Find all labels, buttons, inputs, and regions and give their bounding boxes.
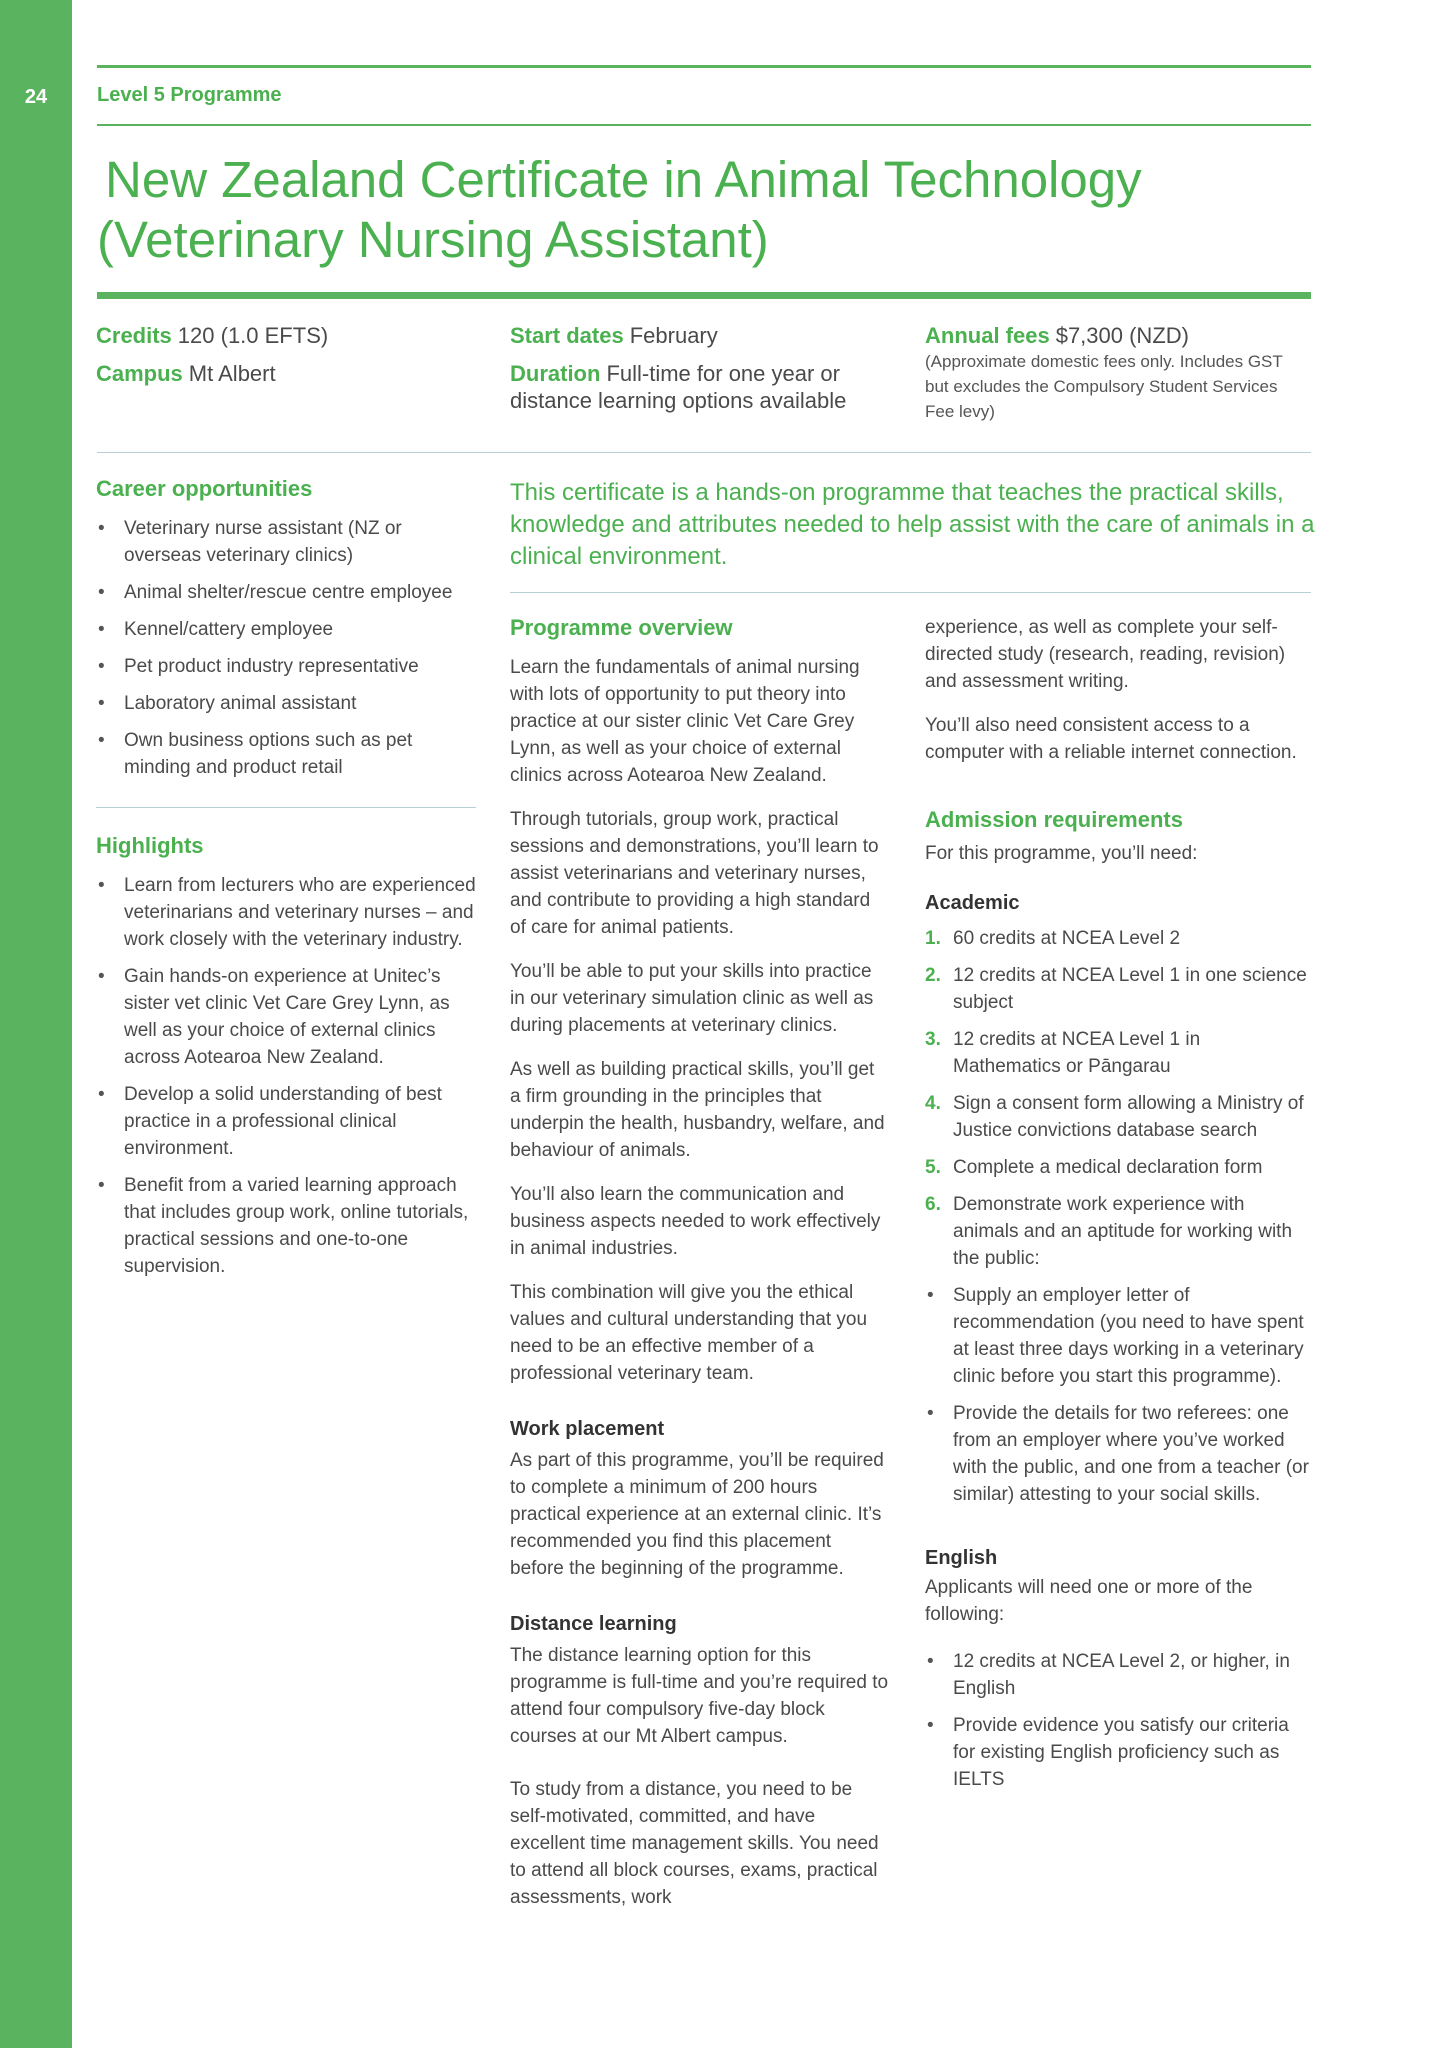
overview-paragraph: Learn the fundamentals of animal nursing with lots of opportunity to put theory into practice at our sister clinic Vet Care Grey Lynn, as well as your choice of external clinics across Aotearoa New Zealand. [510, 657, 860, 786]
english-list [925, 1648, 1313, 1793]
header-rule-top [97, 65, 1311, 68]
list-item [925, 925, 1313, 952]
work-placement-text: As part of this programme, you’ll be required to complete a minimum of 200 hours practical experience at an external clinic. It’s recommended you find this placement before the beginning of the programme. [510, 1450, 884, 1579]
list-item [925, 1026, 1313, 1080]
list-item: • Gain hands-on experience at Unitec’s sister vet clinic Vet Care Grey Lynn, as well as your choice of external clinics across Aotearoa New Zealand. [96, 963, 476, 1071]
list-item: • Learn from lecturers who are experienced veterinarians and veterinary nurses – and work closely with the veterinary industry. [96, 872, 476, 953]
credits [96, 322, 476, 349]
list-item [925, 1191, 1313, 1272]
left-column [96, 475, 476, 1290]
list-number: 4. [925, 1093, 941, 1114]
list-item: • Supply an employer letter of recommendation (you need to have spent at least three days working in a veterinary clinic before you start this programme). [925, 1282, 1313, 1390]
admission-heading: Admission requirements [925, 807, 1183, 832]
list-number: 2. [925, 965, 941, 986]
fees-note: (Approximate domestic fees only. Includes GST but excludes the Compulsory Student Services Fee levy) [925, 352, 1283, 421]
list-item: • Kennel/cattery employee [96, 616, 476, 643]
campus [96, 360, 476, 387]
career-list [96, 515, 476, 781]
campus-label: Campus [96, 361, 183, 386]
academic-sub-list [925, 1282, 1313, 1508]
overview-heading: Programme overview [510, 615, 733, 640]
list-item: • Pet product industry representative [96, 653, 476, 680]
distance-learning-heading: Distance learning [510, 1613, 677, 1635]
title-line-2: (Veterinary Nursing Assistant) [97, 211, 769, 268]
list-item: • Provide the details for two referees: one from an employer where you’ve worked with the public, and one from a teacher (or similar) attesting to your social skills. [925, 1400, 1313, 1508]
meta-fees [925, 322, 1310, 424]
list-item: • Provide evidence you satisfy our criteria for existing English proficiency such as IELTS [925, 1712, 1313, 1793]
academic-heading: Academic [925, 892, 1020, 914]
list-item [925, 1154, 1313, 1181]
access-paragraph: You’ll also need consistent access to a computer with a reliable internet connection. [925, 715, 1297, 763]
intro-statement: This certificate is a hands-on programme that teaches the practical skills, knowledge and attributes needed to help assist with the care of animals in a clinical environment. [510, 479, 1315, 570]
list-text: Complete a medical declaration form [953, 1157, 1263, 1178]
list-text: 60 credits at NCEA Level 2 [953, 928, 1181, 949]
start-value: February [629, 323, 718, 348]
intro-divider [510, 592, 1311, 593]
overview-paragraph: You’ll also learn the communication and business aspects needed to work effectively in animal industries. [510, 1184, 881, 1259]
overview-paragraph: You’ll be able to put your skills into practice in our veterinary simulation clinic as well as during placements at veterinary clinics. [510, 961, 874, 1036]
list-text: 12 credits at NCEA Level 1 in one science subject [953, 965, 1307, 1013]
header-rule-bottom [97, 124, 1311, 126]
work-placement-heading: Work placement [510, 1418, 665, 1440]
programme-level: Level 5 Programme [97, 84, 282, 106]
fees-label: Annual fees [925, 323, 1050, 348]
start-dates [510, 322, 880, 349]
fees-value: $7,300 (NZD) [1055, 323, 1189, 348]
highlights-heading: Highlights [96, 833, 204, 858]
credits-label: Credits [96, 323, 172, 348]
list-item: • Animal shelter/rescue centre employee [96, 579, 476, 606]
campus-value: Mt Albert [188, 361, 276, 386]
meta-divider [97, 452, 1311, 453]
list-text: 12 credits at NCEA Level 1 in Mathematics or Pāngarau [953, 1029, 1201, 1077]
duration [510, 360, 880, 414]
list-item: • Veterinary nurse assistant (NZ or overseas veterinary clinics) [96, 515, 476, 569]
list-item [925, 962, 1313, 1016]
continued-paragraph: experience, as well as complete your self-directed study (research, reading, revision) and assessment writing. [925, 617, 1286, 692]
start-label: Start dates [510, 323, 624, 348]
academic-list [925, 925, 1313, 1272]
list-item: • Laboratory animal assistant [96, 690, 476, 717]
meta-credits-campus [96, 322, 476, 387]
career-heading: Career opportunities [96, 476, 313, 501]
title-rule [97, 292, 1311, 299]
list-item: • Benefit from a varied learning approach that includes group work, online tutorials, practical sessions and one-to-one supervision. [96, 1172, 476, 1280]
list-item: • Develop a solid understanding of best practice in a professional clinical environment. [96, 1081, 476, 1162]
left-divider [96, 807, 476, 808]
list-number: 6. [925, 1194, 941, 1215]
duration-value: Full-time for one year or distance learning options available [510, 361, 847, 413]
page-number: 24 [24, 86, 48, 108]
title-line-1: New Zealand Certificate in Animal Technology [105, 151, 1142, 208]
page-sidebar [0, 0, 72, 2048]
right-column [925, 614, 1313, 1803]
list-text: Sign a consent form allowing a Ministry of Justice convictions database search [953, 1093, 1304, 1141]
list-number: 3. [925, 1029, 941, 1050]
middle-column [510, 614, 890, 1928]
list-text: Demonstrate work experience with animals and an aptitude for working with the public: [953, 1194, 1293, 1269]
list-number: 5. [925, 1157, 941, 1178]
meta-dates-duration [510, 322, 880, 414]
distance-learning-text: The distance learning option for this programme is full-time and you’re required to attend four compulsory five-day block courses at our Mt Albert campus. [510, 1645, 889, 1747]
english-intro: Applicants will need one or more of the following: [925, 1577, 1253, 1625]
list-item [925, 1090, 1313, 1144]
annual-fees [925, 322, 1310, 349]
distance-learning-text-continued: To study from a distance, you need to be self-motivated, committed, and have excellent time management skills. You need to attend all block courses, exams, practical assessments, work [510, 1779, 879, 1908]
highlights-list [96, 872, 476, 1280]
list-item: • 12 credits at NCEA Level 2, or higher, in English [925, 1648, 1313, 1702]
overview-paragraph: As well as building practical skills, you’ll get a firm grounding in the principles that underpin the health, husbandry, welfare, and behaviour of animals. [510, 1059, 885, 1161]
duration-label: Duration [510, 361, 601, 386]
credits-value: 120 (1.0 EFTS) [177, 323, 329, 348]
overview-paragraph: Through tutorials, group work, practical sessions and demonstrations, you’ll learn to assist veterinarians and veterinary nurses, and contribute to providing a high standard of care for animal patients. [510, 809, 879, 938]
list-item: • Own business options such as pet minding and product retail [96, 727, 476, 781]
english-heading: English [925, 1547, 998, 1569]
admission-intro: For this programme, you’ll need: [925, 843, 1198, 864]
list-number: 1. [925, 928, 941, 949]
overview-paragraph: This combination will give you the ethical values and cultural understanding that you need to be an effective member of a professional veterinary team. [510, 1282, 868, 1384]
page-title [97, 150, 1297, 270]
